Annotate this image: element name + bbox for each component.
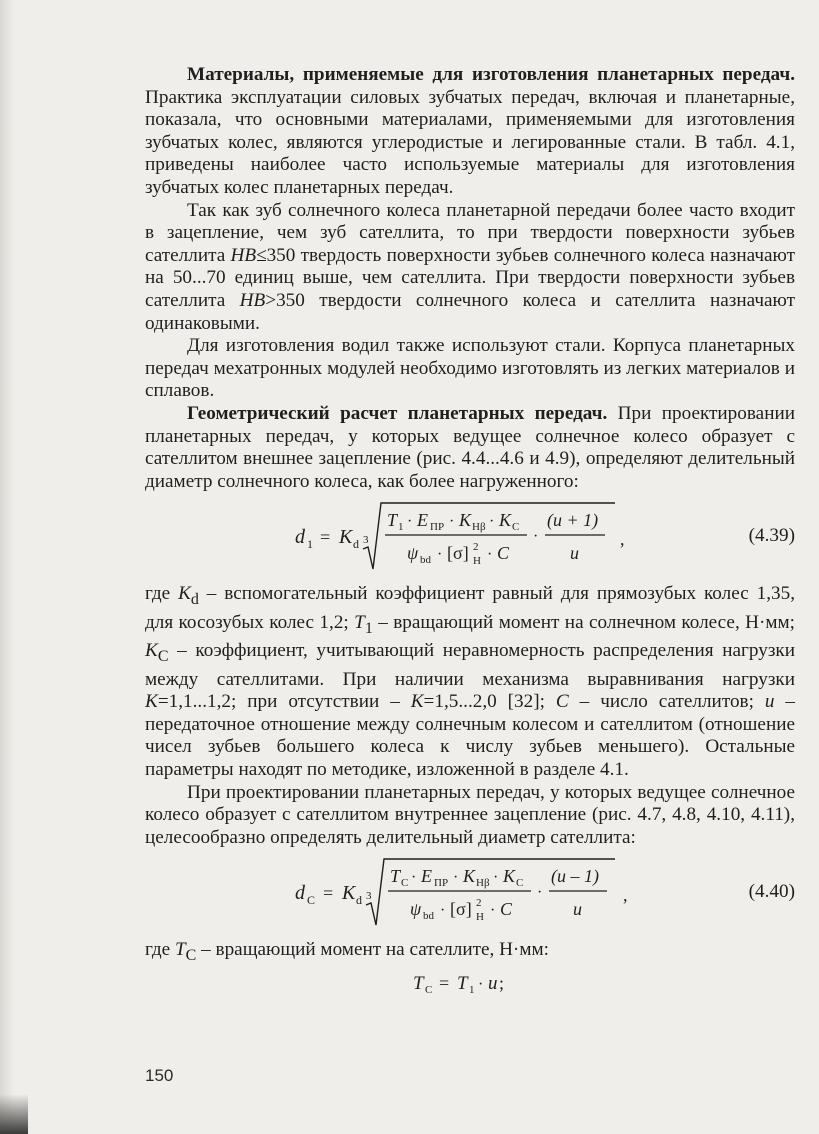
symbol: K [145, 640, 158, 662]
symbol-sub: C [157, 647, 169, 665]
symbol-sub: 1 [364, 619, 373, 637]
f2-e: E [421, 866, 432, 887]
symbol-sub: d [190, 591, 199, 609]
paragraph-text: – вращающий момент на солнечном колесе, Н·мм; [372, 611, 795, 633]
hb-symbol: HB [239, 289, 266, 311]
f2-sigma-sub: H [476, 911, 484, 924]
f2-dot: · [411, 869, 417, 887]
f1-tail: , [620, 529, 625, 550]
f2-kc-sub: C [516, 877, 524, 890]
f2-k-sub: d [356, 893, 362, 908]
symbol: T [354, 611, 365, 633]
f2-dot: · [453, 869, 459, 887]
paragraph-hardness [145, 200, 795, 336]
paragraph-text: – передаточное отношение между солнечным колесом и сателлитом (отношение чисел зубьев большего колеса к числу зубьев меньшего). Остальные параметры находят по методике, изложенной в разделе 4.1. [145, 691, 795, 780]
f1-c: C [497, 543, 510, 564]
paragraph-lead: Геометрический расчет планетарных передач. [187, 402, 608, 424]
f1-k-sub: d [353, 537, 359, 552]
page-body [145, 64, 795, 998]
page-edge-shadow [0, 0, 14, 1134]
paragraph-text: >350 твердости солнечного колеса и сателлита назначают одинаковыми. [145, 289, 795, 334]
f2-psi-sub: bd [423, 910, 434, 923]
formula-4-39 [145, 497, 795, 577]
f1-den2: u [570, 543, 579, 564]
f2-e-sub: ПР [434, 877, 449, 890]
f2-dot: · [493, 869, 499, 887]
f1-k: K [339, 526, 353, 549]
f3-tail: ; [499, 972, 505, 993]
symbol: K [145, 691, 158, 713]
paragraph-text: – число сателлитов; [568, 691, 765, 713]
page-number: 150 [145, 1066, 174, 1085]
f1-dot: · [487, 546, 493, 564]
f3-dot: · [478, 975, 484, 993]
f1-root-index: 3 [363, 534, 369, 547]
f1-mult: · [533, 528, 539, 546]
f2-lhs: d [295, 882, 305, 905]
f2-lhs-sub: C [307, 893, 316, 908]
f2-root-index: 3 [366, 890, 372, 903]
page-corner-shadow [0, 1094, 28, 1134]
f1-dot: · [437, 546, 443, 564]
f1-kc-sub: C [512, 521, 520, 534]
paragraph-text: Так как зуб солнечного колеса планетарной передачи более часто входит в зацепление, чем зуб сателлита, то при твердости поверхности зубьев сателлита [145, 199, 795, 266]
symbol: u [764, 691, 775, 713]
f1-sigma-sub: H [473, 555, 481, 568]
f2-mult: · [537, 884, 543, 902]
paragraph-internal-mesh: При проектировании планетарных передач, у которых ведущее солнечное колесо образует с сателлитом внутреннее зацепление (рис. 4.7, 4.8, 4.10, 4.11), целесообразно определять делительный диаметр сателлита: [145, 781, 795, 848]
symbol: K [178, 583, 191, 605]
f3-lhs-sub: C [425, 983, 433, 996]
f2-kc: K [503, 866, 516, 887]
paragraph-materials [145, 64, 795, 200]
f1-sigma-sup: 2 [473, 541, 479, 554]
paragraph-text: При проектировании планетарных передач, у которых ведущее солнечное колесо образует с сателлитом внешнее зацепление (рис. 4.4...4.6 и 4.9), определяют делительный диаметр солнечного колеса, как более нагруженного: [145, 402, 795, 492]
paragraph-legend-1 [145, 583, 795, 781]
f1-kh-sub: Hβ [472, 521, 486, 534]
f2-kh: K [463, 866, 476, 887]
f1-dot: · [489, 513, 495, 531]
f3-r1-sub: 1 [469, 983, 475, 996]
formula-4-40-graphic [145, 853, 705, 933]
symbol-sub: C [185, 947, 197, 965]
paragraph-text: =1,1...1,2; при отсутствии – [157, 691, 411, 713]
f1-t1: T [387, 510, 398, 531]
formula-number: (4.39) [748, 525, 795, 547]
formula-tc [145, 970, 795, 996]
symbol: K [410, 691, 424, 713]
formula-4-40 [145, 853, 795, 933]
f3-eq: = [439, 972, 450, 993]
paragraph-carriers: Для изготовления водил также используют стали. Корпуса планетарных передач мехатронных модулей необходимо изготовлять из легких материалов и сплавов. [145, 335, 795, 402]
f1-e-sub: ПР [430, 521, 445, 534]
f2-den2: u [573, 899, 582, 920]
f2-eq: = [323, 883, 334, 904]
hb-symbol: HB [230, 244, 257, 266]
f1-psi: ψ [407, 543, 419, 564]
paragraph-text: – вращающий момент на сателлите, Н·мм: [196, 939, 549, 961]
f2-k: K [342, 882, 356, 905]
formula-4-39-graphic [145, 497, 705, 577]
f1-psi-sub: bd [420, 554, 431, 567]
paragraph-text: Практика эксплуатации силовых зубчатых передач, включая и планетарные, показала, что основными материалами, применяемыми для изготовления зубчатых колес, являются углеродистые и легированные стали. В табл. 4.1, приведены наиболее часто используемые материалы для изготовления зубчатых колес планетарных передач. [145, 86, 795, 198]
f3-r2: u [488, 972, 498, 994]
paragraph-text: – вспомогательный коэффициент равный для прямозубых колес 1,35, для косозубых колес 1,2; [145, 583, 795, 633]
f2-tc: T [390, 866, 401, 887]
f1-num2: (u + 1) [547, 510, 599, 531]
f1-dot: · [449, 513, 455, 531]
formula-number: (4.40) [748, 881, 795, 903]
paragraph-lead: Материалы, применяемые для изготовления планетарных передач. [187, 64, 795, 85]
f1-lhs-sub: 1 [307, 537, 313, 552]
symbol: C [555, 691, 569, 713]
f1-eq: = [320, 527, 331, 548]
paragraph-text: ≤350 твердость поверхности зубьев солнечного колеса назначают на 50...70 единиц выше, чем сателлита. При твердости поверхности зубьев сателлита [145, 244, 795, 311]
f2-tail: , [623, 885, 628, 906]
paragraph-legend-2 [145, 939, 795, 967]
f2-tc-sub: C [401, 877, 409, 890]
f1-kc: K [499, 510, 512, 531]
f2-c: C [500, 899, 513, 920]
f2-psi: ψ [410, 899, 422, 920]
f1-t1-sub: 1 [398, 521, 404, 534]
formula-tc-graphic [145, 970, 705, 996]
f3-r1: T [457, 972, 468, 994]
f2-dot: · [490, 902, 496, 920]
paragraph-text: где [145, 939, 175, 961]
f1-lhs: d [295, 526, 305, 549]
f1-dot: · [407, 513, 413, 531]
f1-sigma: [σ] [447, 543, 469, 564]
f2-kh-sub: Hβ [476, 877, 490, 890]
paragraph-text: где [145, 583, 179, 605]
symbol: T [175, 939, 186, 961]
f2-dot: · [440, 902, 446, 920]
f2-num2: (u – 1) [551, 866, 599, 887]
f1-kh: K [459, 510, 472, 531]
f3-lhs: T [413, 972, 424, 994]
paragraph-text: =1,5...2,0 [32]; [423, 691, 556, 713]
f2-sigma: [σ] [450, 899, 472, 920]
f2-sigma-sup: 2 [476, 897, 482, 910]
paragraph-text: – коэффициент, учитывающий неравномерность распределения нагрузки между сателлитами. При наличии механизма выравнивания нагрузки [145, 640, 795, 690]
paragraph-geometric [145, 403, 795, 493]
f1-e: E [417, 510, 428, 531]
